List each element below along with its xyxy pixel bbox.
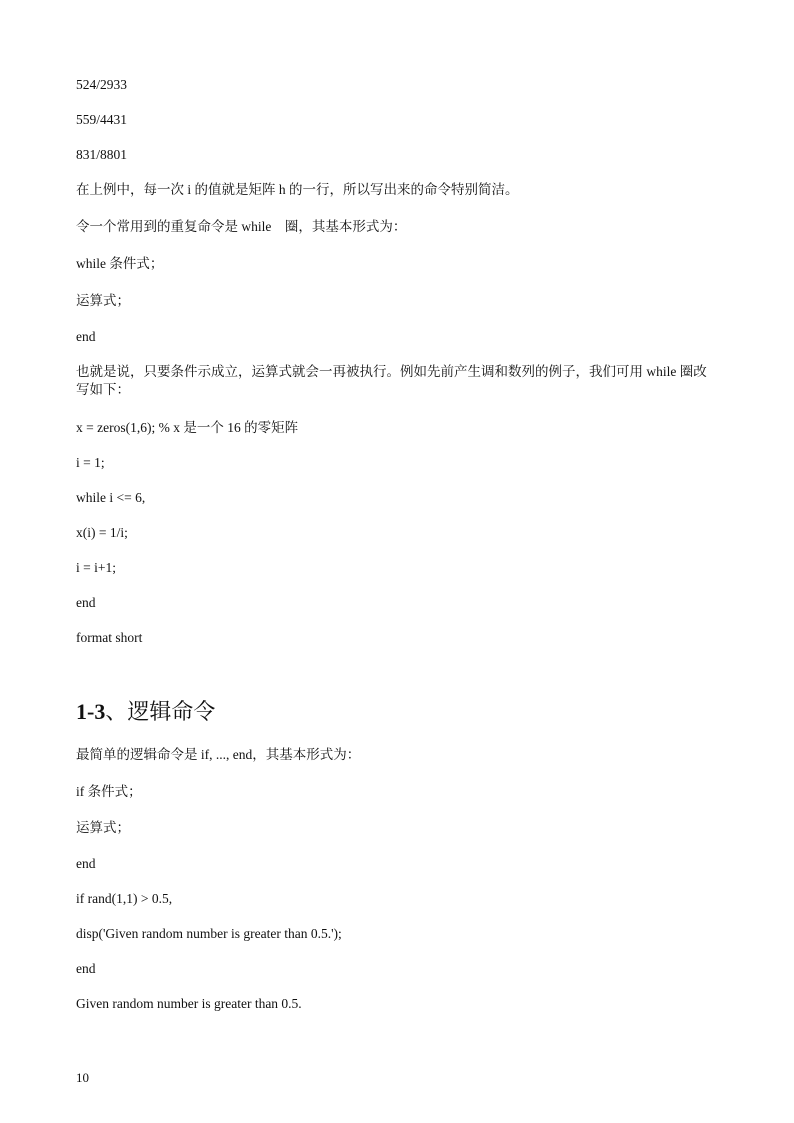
text-line-3: 831/8801 xyxy=(76,147,128,162)
text-line-2: 559/4431 xyxy=(76,112,128,127)
section-heading-title: 、逻辑命令 xyxy=(105,699,216,724)
section-heading xyxy=(76,698,215,726)
text-line-19: 运算式； xyxy=(76,820,130,835)
text-line-12: while i <= 6, xyxy=(76,490,146,505)
text-line-8: end xyxy=(76,329,96,344)
text-line-1: 524/2933 xyxy=(76,77,128,92)
text-line-21: if rand(1,1) > 0.5, xyxy=(76,891,173,906)
text-line-11: i = 1; xyxy=(76,455,105,470)
text-line-13: x(i) = 1/i; xyxy=(76,525,128,540)
section-heading-number: 1-3 xyxy=(76,699,106,724)
text-line-5: 令一个常用到的重复命令是 while 圈，其基本形式为： xyxy=(76,219,407,234)
text-line-7: 运算式； xyxy=(76,293,130,308)
text-line-24: Given random number is greater than 0.5. xyxy=(76,996,302,1011)
text-line-4: 在上例中，每一次 i 的值就是矩阵 h 的一行，所以写出来的命令特别简洁。 xyxy=(76,182,519,197)
text-line-15: end xyxy=(76,595,96,610)
page-number: 10 xyxy=(76,1070,89,1085)
text-line-18: if 条件式； xyxy=(76,784,142,799)
text-line-17: 最简单的逻辑命令是 if, ..., end，其基本形式为： xyxy=(76,747,361,762)
text-line-20: end xyxy=(76,856,96,871)
text-line-10: x = zeros(1,6); % x 是一个 16 的零矩阵 xyxy=(76,420,299,435)
text-line-23: end xyxy=(76,961,96,976)
text-line-14: i = i+1; xyxy=(76,560,116,575)
text-line-22: disp('Given random number is greater than 0.5.'); xyxy=(76,926,342,941)
text-line-16: format short xyxy=(76,630,143,645)
text-paragraph-9: 也就是说，只要条件示成立，运算式就会一再被执行。例如先前产生调和数列的例子，我们可用 while 圈改写如下： xyxy=(76,364,707,397)
text-line-6: while 条件式； xyxy=(76,256,164,271)
